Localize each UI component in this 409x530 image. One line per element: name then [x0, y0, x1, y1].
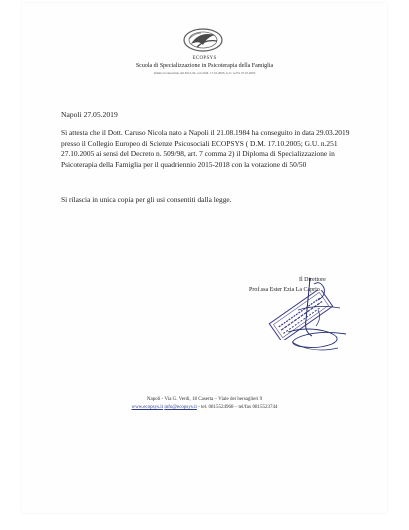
- website-link[interactable]: www.ecopsys.it: [131, 405, 164, 410]
- footer-address: Napoli - Via G. Verdi, 18 Caserta – Viale dei bersaglieri 9: [146, 397, 263, 402]
- ecopsys-logo-icon: [181, 27, 225, 53]
- director-name: Prof.ssa Ester Ezia La Caprio: [249, 287, 320, 293]
- letter-date: Napoli 27.05.2019: [61, 110, 118, 119]
- letter-closing: Si rilascia in unica copia per gli usi consentiti dalla legge.: [61, 195, 232, 204]
- footer-phone: - tel. 0815524968 – tel/fax 0815523744: [198, 405, 278, 410]
- footer-contacts: [0, 405, 409, 410]
- recognition-line: Istituto riconosciuto dal M.I.U.R. con D.M. 17.10.2005; G.U. n.251 27.10.2005: [153, 71, 256, 75]
- school-name: Scuola di Specializzazione in Psicoterapia della Famiglia: [135, 63, 274, 69]
- brand-name: ECOPSYS: [192, 56, 217, 61]
- letter-page: [22, 3, 387, 513]
- director-title: Il Direttore: [299, 277, 326, 283]
- handwritten-signature-icon: [268, 270, 368, 365]
- letter-body: Si attesta che il Dott. Caruso Nicola nato a Napoli il 21.08.1984 ha conseguito in data 29.03.2019 presso il Collegio Europeo di Scienze Psicosociali ECOPSYS ( D.M. 17.10.2005; G.U. n.251 27.10.2005 ai sensi del Decreto n. 509/98, art. 7 comma 2) il Diploma di Specializzazione in Psicoterapia della Famiglia per il quadriennio 2015-2018 con la votazione di 50/50: [61, 128, 350, 169]
- email-link[interactable]: info@ecopsys.it: [164, 405, 197, 410]
